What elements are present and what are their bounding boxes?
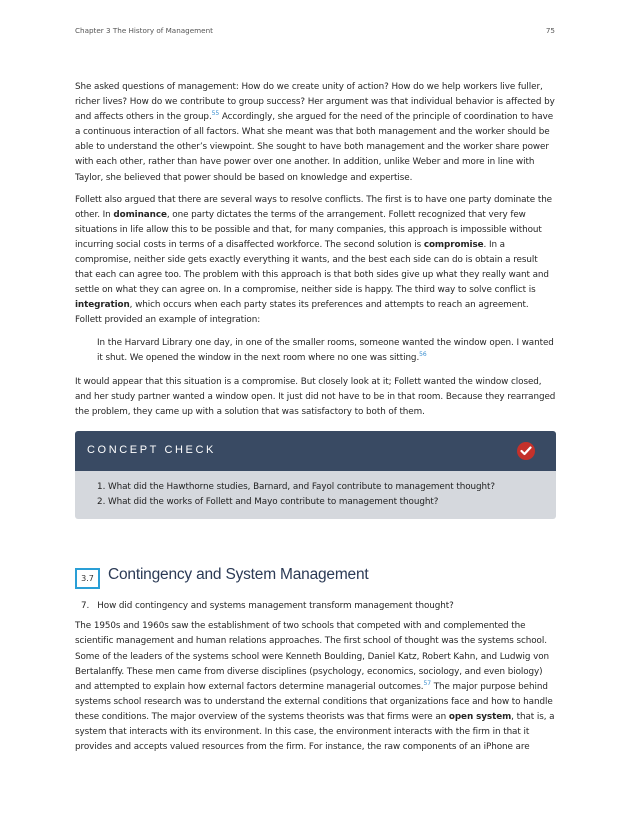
paragraph-4 xyxy=(75,619,556,755)
footnote-ref-55[interactable]: 55 xyxy=(211,110,220,118)
paragraph-1 xyxy=(75,80,556,186)
paragraph-4-text-c: , that is, a system that interacts with its environment. In this case, the environment interacts with the firm in that it provides and accepts valued resources from the firm. For instance, the raw components of an iPhone are xyxy=(75,711,555,753)
concept-check-body xyxy=(75,471,556,519)
learning-objective-text: How did contingency and systems management transform management thought? xyxy=(97,601,454,612)
footnote-ref-57[interactable]: 57 xyxy=(423,679,431,687)
section-title: Contingency and System Management xyxy=(108,566,369,584)
term-dominance: dominance xyxy=(113,209,167,220)
paragraph-1-text-b: Accordingly, she argued for the need of the principle of coordination to have a continuous interaction of all factors. What she meant was that both management and the worker should be able to understand the other’s viewpoint. She sought to have both management and the worker share power with each other, rather than have power over one another. In addition, unlike Weber and more in line with Taylor, she believed that power should be based on knowledge and expertise. xyxy=(75,112,554,183)
paragraph-2 xyxy=(75,193,556,329)
concept-check-title: CONCEPT CHECK xyxy=(87,443,216,456)
paragraph-1-text-a: She asked questions of management: How do we create unity of action? How do we help workers live fuller, richer lives? How do we contribute to group success? Her argument was that individual behavior is affected by and affects others in the group. xyxy=(75,82,555,123)
footnote-ref-56[interactable]: 56 xyxy=(419,350,427,358)
paragraph-2-text-c: . In a compromise, neither side gets exactly everything it wants, and the best each side can do is obtain a result that each can agree too. The problem with this approach is that both sides give up what they really want and settle on what they can agree on. In a compromise, neither side is happy. The third way to solve conflict is xyxy=(75,239,549,296)
term-compromise: compromise xyxy=(423,239,484,250)
chapter-title: Chapter 3 The History of Management xyxy=(75,26,213,35)
checkmark-icon xyxy=(517,442,535,460)
learning-objective xyxy=(81,599,556,614)
quote-text: In the Harvard Library one day, in one of the smaller rooms, someone wanted the window open. I wanted it shut. We opened the window in the next room where no one was sitting. xyxy=(97,337,554,363)
paragraph-2-text-d: , which occurs when each party states its preferences and attempts to reach an agreement. Follett provided an example of integration: xyxy=(75,300,529,326)
concept-check-item: 1. What did the Hawthorne studies, Barnard, and Fayol contribute to management thought? xyxy=(108,480,540,495)
term-open-system: open system xyxy=(448,711,512,722)
concept-check-list xyxy=(91,480,540,510)
paragraph-2-text-a: Follett also argued that there are several ways to resolve conflicts. The first is to have one party dominate the other. In xyxy=(75,194,553,220)
term-integration: integration xyxy=(75,300,130,311)
page-number: 75 xyxy=(545,26,555,35)
block-quote xyxy=(97,336,556,366)
concept-check-box xyxy=(75,431,556,519)
paragraph-2-text-b: , one party dictates the terms of the arrangement. Follett recognized that very few situations in life allow this to be possible and that, for many companies, this approach is impossible without incurring social costs in terms of a disaffected workforce. The second solution is xyxy=(75,209,542,250)
concept-check-item: 2. What did the works of Follett and Mayo contribute to management thought? xyxy=(108,495,540,510)
paragraph-3: It would appear that this situation is a compromise. But closely look at it; Follett wanted the window closed, and her study partner wanted a window open. It just did not have to be in that room. Because they rearranged the problem, they came up with a solution that was satisfactory to both of them. xyxy=(75,376,556,417)
section-heading xyxy=(75,566,556,590)
section-number: 3.7 xyxy=(75,568,100,589)
main-content xyxy=(75,80,556,762)
concept-check-header xyxy=(75,431,556,471)
paragraph-4-text-b: The major purpose behind systems school research was to understand the external conditions that organizations face and how to handle these conditions. The major overview of the systems theorists was that firms were an xyxy=(75,681,553,722)
paragraph-4-text-a: The 1950s and 1960s saw the establishment of two schools that competed with and complemented the scientific management and human relations approaches. The first school of thought was the systems school. Some of the leaders of the systems school were Kenneth Boulding, Daniel Katz, Robert Kahn, and Ludwig von Bertalanffy. These men came from diverse disciplines (psychology, economics, sociology, and even biology) and attempted to explain how external factors determine managerial outcomes. xyxy=(75,621,550,692)
learning-objective-number: 7. xyxy=(81,601,90,612)
